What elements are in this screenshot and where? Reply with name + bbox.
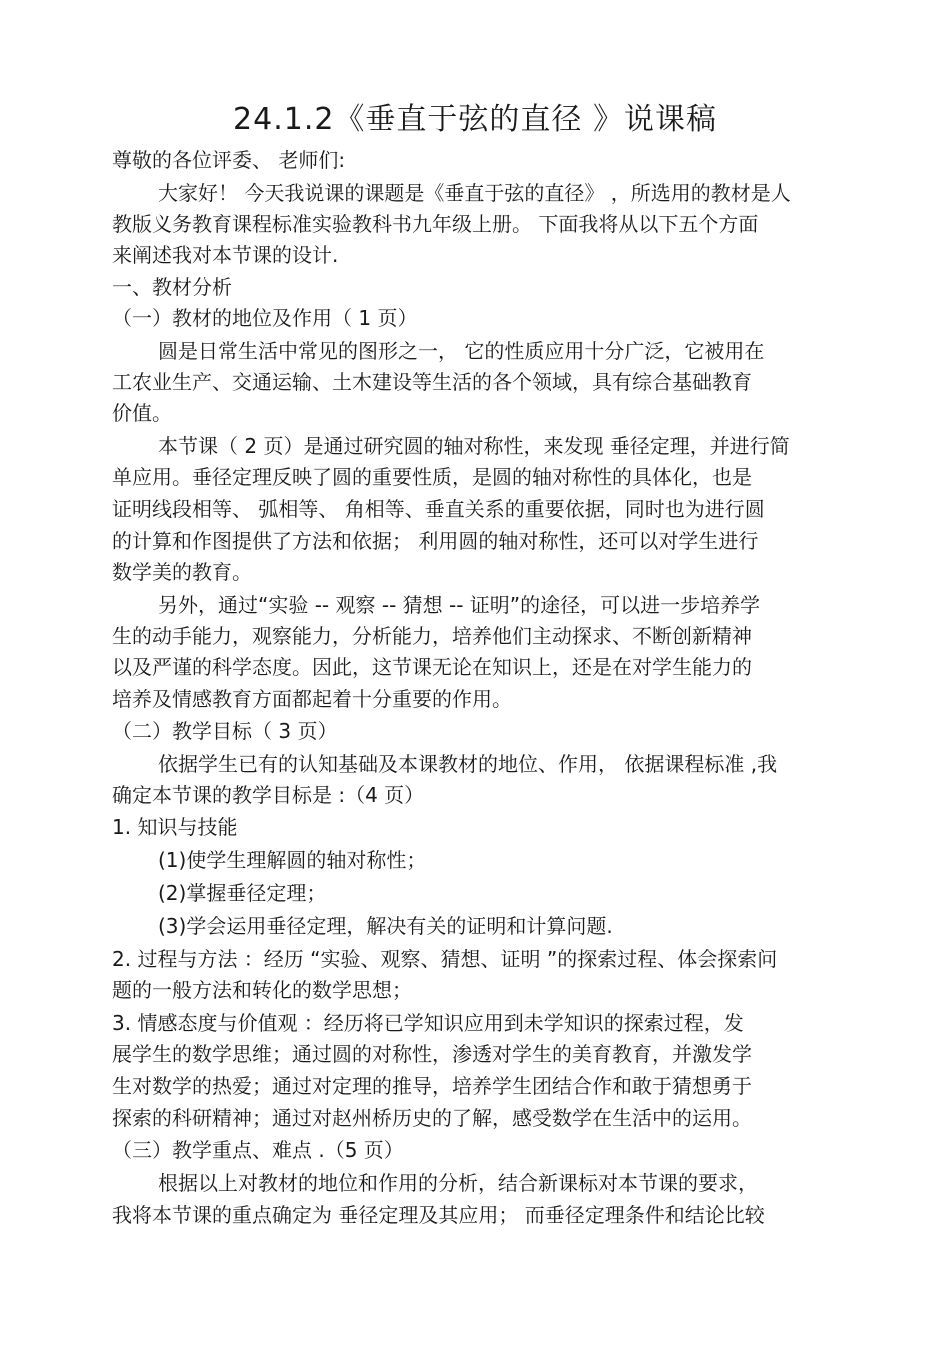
list-heading: 1. 知识与技能 bbox=[112, 815, 238, 839]
paragraph-line: 另外，通过“实验 -- 观察 -- 猜想 -- 证明”的途径，可以进一步培养学 bbox=[158, 593, 761, 617]
paragraph-line: 单应用。垂径定理反映了圆的重要性质，是圆的轴对称性的具体化，也是 bbox=[112, 465, 752, 489]
subsection-heading: （一）教材的地位及作用（ 1 页） bbox=[112, 306, 418, 330]
paragraph-line: 教版义务教育课程标准实验教科书九年级上册。 下面我将从以下五个方面 bbox=[112, 212, 759, 236]
document-title: 24.1.2《垂直于弦的直径 》说课稿 bbox=[233, 102, 717, 137]
paragraph-line: 生对数学的热爱；通过对定理的推导，培养学生团结合作和敢于猜想勇于 bbox=[112, 1074, 752, 1098]
paragraph-line: 培养及情感教育方面都起着十分重要的作用。 bbox=[112, 687, 512, 711]
paragraph-line: 以及严谨的科学态度。因此，这节课无论在知识上，还是在对学生能力的 bbox=[112, 655, 752, 679]
section-heading: 一、教材分析 bbox=[112, 275, 232, 299]
paragraph-line: 圆是日常生活中常见的图形之一， 它的性质应用十分广泛，它被用在 bbox=[158, 339, 765, 363]
salutation: 尊敬的各位评委、 老师们: bbox=[112, 148, 346, 172]
paragraph-line: 根据以上对教材的地位和作用的分析，结合新课标对本节课的要求， bbox=[158, 1171, 758, 1195]
paragraph-line: 展学生的数学思维；通过圆的对称性，渗透对学生的美育教育，并激发学 bbox=[112, 1042, 752, 1066]
list-heading: 3. 情感态度与价值观 ：经历将已学知识应用到未学知识的探索过程，发 bbox=[112, 1011, 744, 1035]
paragraph-line: 我将本节课的重点确定为 垂径定理及其应用； 而垂径定理条件和结论比较 bbox=[112, 1203, 765, 1227]
subsection-heading: （三）教学重点、难点 .（5 页） bbox=[112, 1138, 404, 1162]
list-item: (3)学会运用垂径定理，解决有关的证明和计算问题. bbox=[158, 914, 613, 938]
list-item: (2)掌握垂径定理； bbox=[158, 881, 327, 905]
paragraph-line: 工农业生产、交通运输、土木建设等生活的各个领域，具有综合基础教育 bbox=[112, 370, 752, 394]
paragraph-line: 来阐述我对本节课的设计. bbox=[112, 243, 339, 267]
paragraph-line: 证明线段相等、 弧相等、 角相等、垂直关系的重要依据，同时也为进行圆 bbox=[112, 497, 765, 521]
list-heading: 2. 过程与方法 ：经历 “实验、观察、猜想、证明 ”的探索过程、体会探索问 bbox=[112, 947, 778, 971]
subsection-heading: （二）教学目标（ 3 页） bbox=[112, 719, 338, 743]
paragraph-line: 生的动手能力，观察能力，分析能力，培养他们主动探求、不断创新精神 bbox=[112, 624, 752, 648]
paragraph-line: 探索的科研精神；通过对赵州桥历史的了解，感受数学在生活中的运用。 bbox=[112, 1106, 752, 1130]
list-item: (1)使学生理解圆的轴对称性； bbox=[158, 848, 427, 872]
paragraph-line: 题的一般方法和转化的数学思想； bbox=[112, 978, 412, 1002]
paragraph-line: 依据学生已有的认知基础及本课教材的地位、作用， 依据课程标准 ,我 bbox=[158, 752, 778, 776]
paragraph-line: 价值。 bbox=[112, 401, 172, 425]
paragraph-line: 确定本节课的教学目标是 :（4 页） bbox=[112, 783, 425, 807]
paragraph-line: 大家好！ 今天我说课的课题是《垂直于弦的直径》 ，所选用的教材是人 bbox=[158, 181, 791, 205]
paragraph-line: 的计算和作图提供了方法和依据； 利用圆的轴对称性，还可以对学生进行 bbox=[112, 529, 759, 553]
paragraph-line: 本节课（ 2 页）是通过研究圆的轴对称性，来发现 垂径定理，并进行简 bbox=[158, 434, 790, 458]
paragraph-line: 数学美的教育。 bbox=[112, 560, 252, 584]
